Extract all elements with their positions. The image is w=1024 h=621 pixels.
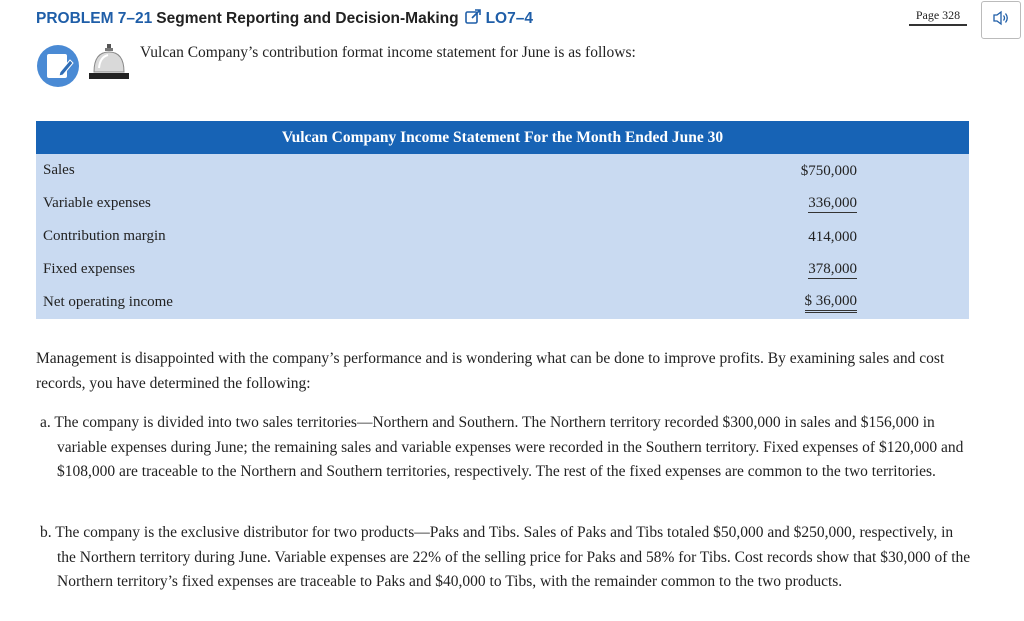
row-label: Net operating income bbox=[36, 286, 455, 319]
list-item: b. The company is the exclusive distributor for two products—Paks and Tibs. Sales of Paks and Tibs totaled $50,000 and $250,000, respectively, in the Northern territory during June. Variable expenses are 22% of the selling price for Paks and 58% for Tibs. Cost records show that $30,000 of the Northern territory’s fixed expenses are traceable to Paks and $40,000 to Tibs, with the remainder common to the two products. bbox=[40, 524, 971, 590]
row-amount: 414,000 bbox=[808, 228, 857, 245]
row-amount: 378,000 bbox=[808, 261, 857, 277]
table-row bbox=[36, 187, 969, 220]
problem-header bbox=[36, 8, 533, 30]
row-amount: 336,000 bbox=[808, 195, 857, 211]
row-label: Variable expenses bbox=[36, 187, 455, 220]
table-row bbox=[36, 220, 969, 253]
table-row bbox=[36, 154, 969, 187]
audio-button[interactable] bbox=[981, 1, 1021, 39]
learning-objective-link[interactable]: LO7–4 bbox=[485, 10, 533, 27]
problem-title: Segment Reporting and Decision-Making bbox=[156, 10, 459, 27]
table-row bbox=[36, 286, 969, 319]
list-item: a. The company is divided into two sales territories—Northern and Southern. The Northern territory recorded $300,000 in sales and $156,000 in variable expenses during June; the remaining sales and variable expenses were recorded in the Southern territory. Fixed expenses of $120,000 and $108,000 are traceable to the Northern and Southern territories, respectively. The rest of the fixed expenses are common to the two territories. bbox=[40, 414, 964, 480]
management-paragraph: Management is disappointed with the company’s performance and is wondering what can be done to improve profits. By examining sales and cost records, you have determined the following: bbox=[36, 350, 945, 392]
income-statement-table bbox=[36, 121, 969, 319]
problem-number: PROBLEM 7–21 bbox=[36, 10, 153, 27]
row-label: Contribution margin bbox=[36, 220, 455, 253]
external-link-icon[interactable] bbox=[465, 8, 482, 30]
row-amount: $ 36,000 bbox=[805, 292, 858, 313]
row-label: Sales bbox=[36, 154, 455, 187]
worksheet-logo-icon bbox=[36, 44, 80, 93]
row-label: Fixed expenses bbox=[36, 253, 455, 286]
statement-title: Vulcan Company Income Statement For the Month Ended June 30 bbox=[36, 121, 969, 154]
service-bell-icon bbox=[86, 42, 132, 91]
table-row bbox=[36, 253, 969, 286]
row-amount: $750,000 bbox=[800, 162, 857, 179]
page-reference: Page 328 bbox=[909, 2, 967, 26]
speaker-icon bbox=[992, 10, 1010, 31]
intro-text: Vulcan Company’s contribution format income statement for June is as follows: bbox=[140, 44, 636, 61]
